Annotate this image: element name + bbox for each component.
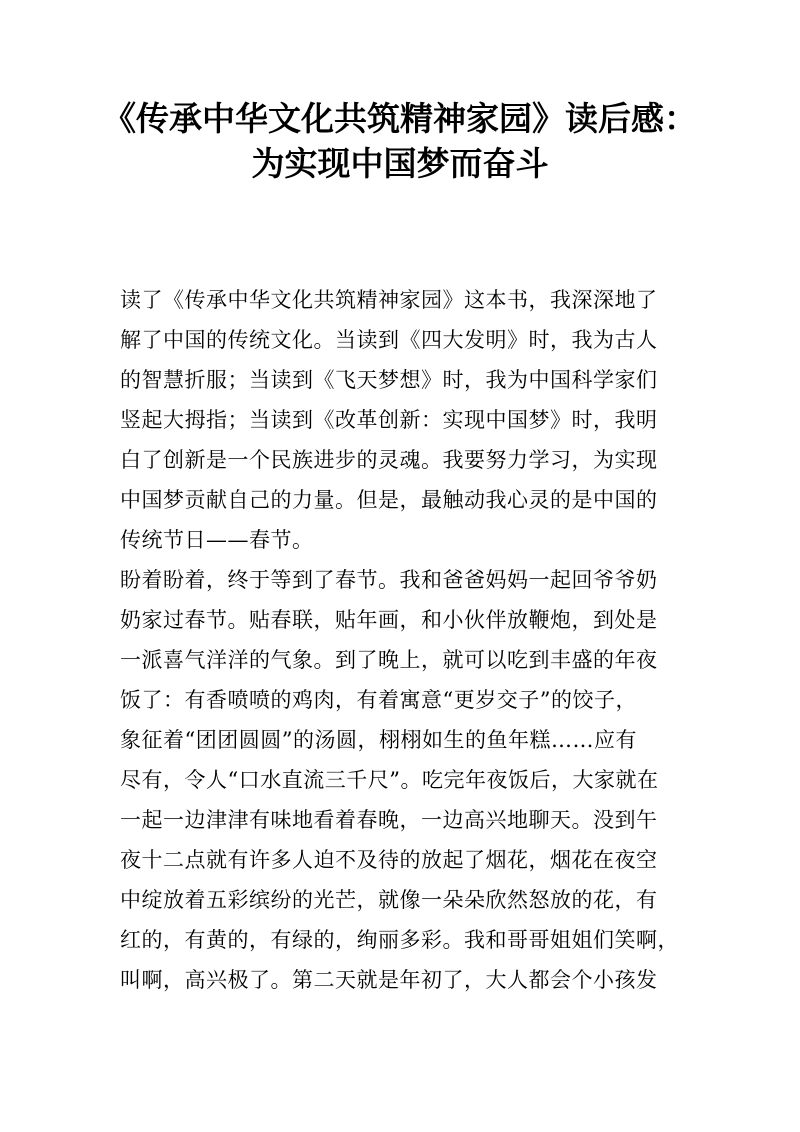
body-line: 叫啊，高兴极了。第二天就是年初了，大人都会个小孩发 [120,968,658,992]
body-line: 白了创新是一个民族进步的灵魂。我要努力学习，为实现 [120,448,658,472]
body-line: 象征着“团团圆圆”的汤圆，栩栩如生的鱼年糕……应有 [120,728,637,752]
body-line: 读了《传承中华文化共筑精神家园》这本书，我深深地了 [120,288,658,312]
body-line: 夜十二点就有许多人迫不及待的放起了烟花，烟花在夜空 [120,848,658,872]
body-line: 竖起大拇指；当读到《改革创新：实现中国梦》时，我明 [120,408,658,432]
document-title-line-1: 《传承中华文化共筑精神家园》读后感： [103,99,697,138]
body-line: 中国梦贡献自己的力量。但是，最触动我心灵的是中国的 [120,488,658,512]
body-line: 的智慧折服；当读到《飞天梦想》时，我为中国科学家们 [120,368,658,392]
body-line: 饭了：有香喷喷的鸡肉，有着寓意“更岁交子”的饺子， [120,688,637,712]
body-line: 尽有，令人“口水直流三千尺”。吃完年夜饭后，大家就在 [120,768,659,792]
body-line: 奶家过春节。贴春联，贴年画，和小伙伴放鞭炮，到处是 [120,608,658,632]
body-line: 解了中国的传统文化。当读到《四大发明》时，我为古人 [120,328,658,352]
body-line: 一起一边津津有味地看着春晚，一边高兴地聊天。没到午 [120,808,658,832]
body-line: 中绽放着五彩缤纷的光芒，就像一朵朵欣然怒放的花，有 [120,888,658,912]
body-line: 盼着盼着，终于等到了春节。我和爸爸妈妈一起回爷爷奶 [120,568,658,592]
body-line: 一派喜气洋洋的气象。到了晚上，就可以吃到丰盛的年夜 [120,648,658,672]
document-title-line-2: 为实现中国梦而奋斗 [251,144,549,183]
body-line: 传统节日——春节。 [120,528,314,552]
body-line: 红的，有黄的，有绿的，绚丽多彩。我和哥哥姐姐们笑啊， [120,928,679,952]
